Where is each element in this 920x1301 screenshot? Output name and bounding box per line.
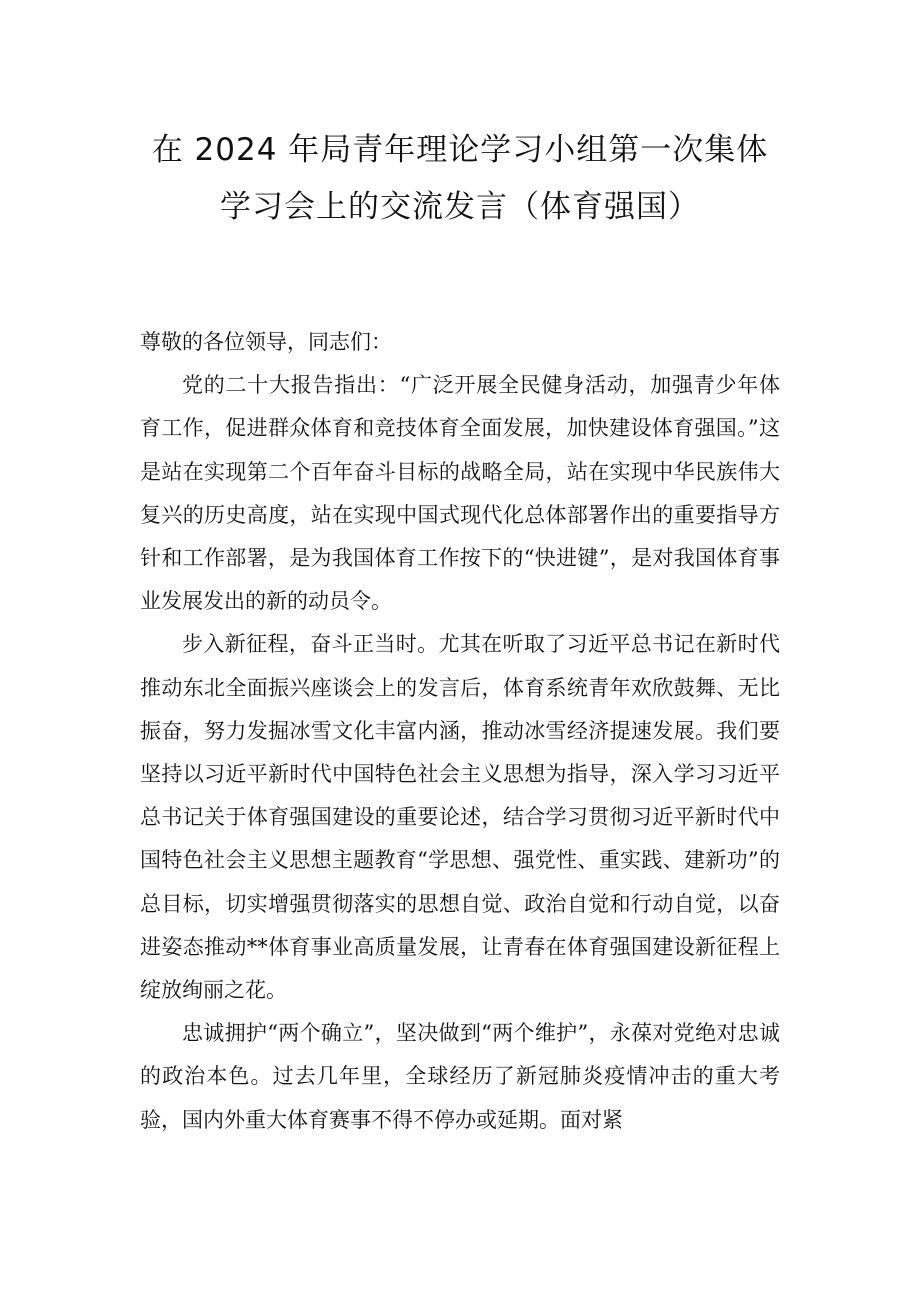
document-title-line-2: 学习会上的交流发言（体育强国） <box>220 189 700 225</box>
salutation: 尊敬的各位领导，同志们： <box>140 330 392 354</box>
paragraph-1: 党的二十大报告指出：“广泛开展全民健身活动，加强青少年体育工作，促进群众体育和竞技体育全面发展，加快建设体育强国。”这是站在实现第二个百年奋斗目标的战略全局，站在实现中华民族伟大复兴的历史高度，站在实现中国式现代化总体部署作出的重要指导方针和工作部署，是为我国体育工作按下的“快进键”，是对我国体育事业发展发出的新的动员令。 <box>140 373 780 614</box>
document-title-line-1: 在 2024 年局青年理论学习小组第一次集体 <box>151 132 769 168</box>
document-body <box>140 321 780 1142</box>
paragraph-2: 步入新征程，奋斗正当时。尤其在听取了习近平总书记在新时代推动东北全面振兴座谈会上的发言后，体育系统青年欢欣鼓舞、无比振奋，努力发掘冰雪文化丰富内涵，推动冰雪经济提速发展。我们要坚持以习近平新时代中国特色社会主义思想为指导，深入学习习近平总书记关于体育强国建设的重要论述，结合学习贯彻习近平新时代中国特色社会主义思想主题教育“学思想、强党性、重实践、建新功”的总目标，切实增强贯彻落实的思想自觉、政治自觉和行动自觉，以奋进姿态推动**体育事业高质量发展，让青春在体育强国建设新征程上绽放绚丽之花。 <box>140 632 780 1003</box>
paragraph-3: 忠诚拥护“两个确立”，坚决做到“两个维护”，永葆对党绝对忠诚的政治本色。过去几年里，全球经历了新冠肺炎疫情冲击的重大考验，国内外重大体育赛事不得不停办或延期。面对紧 <box>140 1021 780 1132</box>
